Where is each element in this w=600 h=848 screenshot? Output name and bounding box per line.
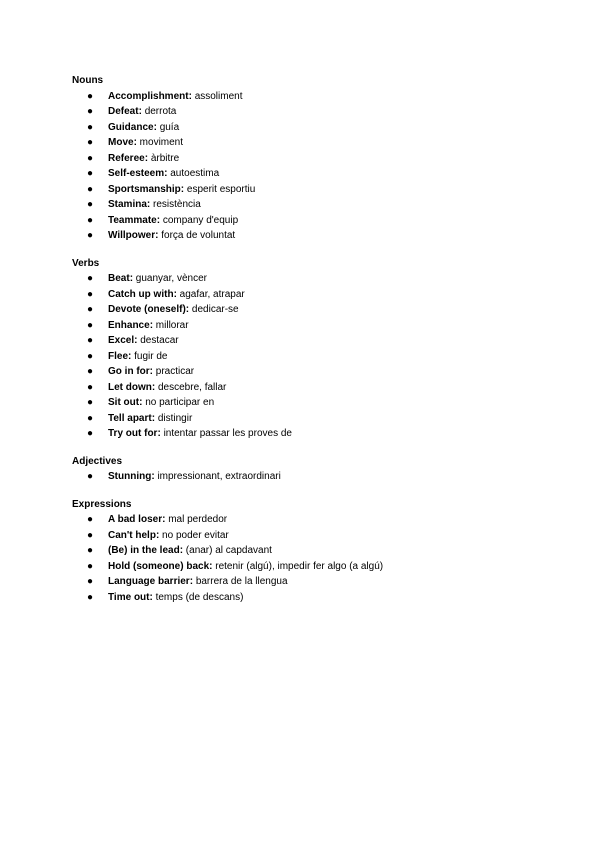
list-item xyxy=(72,151,532,167)
term-separator: : xyxy=(155,529,163,541)
bullet-icon: ● xyxy=(87,381,94,393)
term-separator: : xyxy=(151,412,158,424)
definition: autoestima xyxy=(170,168,220,179)
term: Stamina xyxy=(108,199,147,210)
definition: guanyar, vèncer xyxy=(135,273,207,284)
list-item xyxy=(72,426,532,442)
term-separator: : xyxy=(149,366,156,377)
term: Can't help xyxy=(108,529,156,541)
list-item xyxy=(72,333,532,349)
section-verbs xyxy=(72,256,532,442)
list-item xyxy=(72,302,532,318)
term-separator: : xyxy=(155,230,162,241)
definition: moviment xyxy=(139,137,184,148)
bullet-icon: ● xyxy=(87,183,94,195)
term-separator: : xyxy=(173,288,180,300)
bullet-icon: ● xyxy=(87,152,94,164)
list-item xyxy=(72,135,532,151)
vocabulary-list xyxy=(72,73,532,617)
list-item xyxy=(72,395,532,411)
bullet-icon: ● xyxy=(87,428,94,439)
term: A bad loser xyxy=(108,514,163,525)
term-separator: : xyxy=(156,214,163,226)
list-item xyxy=(72,89,532,105)
term-separator: : xyxy=(153,121,160,133)
section-title: Expressions xyxy=(72,498,132,510)
term-separator: : xyxy=(157,428,164,439)
list-item xyxy=(72,590,532,606)
term-separator: : xyxy=(149,591,156,603)
definition: mal perdedor xyxy=(168,514,228,525)
term-separator: : xyxy=(128,350,135,362)
bullet-icon: ● xyxy=(87,560,94,572)
term: Flee xyxy=(108,350,129,362)
term-separator: : xyxy=(133,137,140,148)
term-separator: : xyxy=(138,106,145,117)
definition: descebre, fallar xyxy=(158,381,227,393)
list-item xyxy=(72,287,532,303)
bullet-icon: ● xyxy=(87,304,94,315)
definition: esperit esportiu xyxy=(186,183,256,195)
bullet-icon: ● xyxy=(87,273,94,284)
list-item xyxy=(72,213,532,229)
list-item xyxy=(72,559,532,575)
definition: resistència xyxy=(153,199,201,210)
term: Hold (someone) back xyxy=(108,560,210,572)
term-separator: : xyxy=(188,90,195,102)
term-separator: : xyxy=(179,545,186,556)
list-item xyxy=(72,380,532,396)
term: Enhance xyxy=(108,319,150,331)
definition: fugir de xyxy=(134,350,168,362)
term: Devote (oneself) xyxy=(108,304,186,315)
definition: barrera de la llengua xyxy=(195,576,288,587)
list-item xyxy=(72,197,532,213)
term: Catch up with xyxy=(108,288,174,300)
list-item xyxy=(72,364,532,380)
term: (Be) in the lead xyxy=(108,545,180,556)
bullet-icon: ● xyxy=(87,137,94,148)
bullet-icon: ● xyxy=(87,230,94,241)
term: Try out for xyxy=(108,428,158,439)
term: Accomplishment xyxy=(108,90,189,102)
list-item xyxy=(72,349,532,365)
definition: (anar) al capdavant xyxy=(185,545,272,556)
list-item xyxy=(72,574,532,590)
term: Referee xyxy=(108,152,145,164)
term: Willpower xyxy=(108,230,156,241)
list-item xyxy=(72,120,532,136)
definition: àrbitre xyxy=(150,152,180,164)
definition: distingir xyxy=(157,412,193,424)
term-separator: : xyxy=(151,471,158,482)
list-item xyxy=(72,512,532,528)
term-separator: : xyxy=(209,560,216,572)
section-adjectives xyxy=(72,454,532,485)
bullet-icon: ● xyxy=(87,335,94,346)
term-list xyxy=(72,271,532,442)
term-list xyxy=(72,512,532,605)
list-item xyxy=(72,469,532,485)
term: Move xyxy=(108,137,134,148)
list-item xyxy=(72,318,532,334)
definition: força de voluntat xyxy=(161,230,236,241)
definition: millorar xyxy=(155,319,189,331)
list-item xyxy=(72,543,532,559)
bullet-icon: ● xyxy=(87,106,94,117)
term-separator: : xyxy=(149,319,156,331)
definition: guía xyxy=(159,121,180,133)
term-separator: : xyxy=(144,152,151,164)
list-item xyxy=(72,528,532,544)
term: Language barrier xyxy=(108,576,190,587)
definition: assoliment xyxy=(194,90,243,102)
term-separator: : xyxy=(189,576,196,587)
section-title: Verbs xyxy=(72,257,100,269)
bullet-icon: ● xyxy=(87,545,94,556)
list-item xyxy=(72,182,532,198)
term: Go in for xyxy=(108,366,150,377)
term: Defeat xyxy=(108,106,139,117)
list-item xyxy=(72,411,532,427)
term: Sit out xyxy=(108,397,140,408)
definition: practicar xyxy=(155,366,195,377)
term: Time out xyxy=(108,591,150,603)
term: Sportsmanship xyxy=(108,183,181,195)
term-list xyxy=(72,469,532,485)
bullet-icon: ● xyxy=(87,214,94,226)
term-separator: : xyxy=(185,304,192,315)
term: Beat xyxy=(108,273,130,284)
bullet-icon: ● xyxy=(87,319,94,331)
term: Self-esteem xyxy=(108,168,165,179)
bullet-icon: ● xyxy=(87,529,94,541)
term: Teammate xyxy=(108,214,157,226)
bullet-icon: ● xyxy=(87,350,94,362)
bullet-icon: ● xyxy=(87,591,94,603)
term: Tell apart xyxy=(108,412,152,424)
list-item xyxy=(72,271,532,287)
term-list xyxy=(72,89,532,244)
term-separator: : xyxy=(139,397,146,408)
term-separator: : xyxy=(146,199,154,210)
section-nouns xyxy=(72,73,532,244)
term-separator: : xyxy=(164,168,171,179)
term: Guidance xyxy=(108,121,154,133)
definition: company d'equip xyxy=(162,214,239,226)
list-item xyxy=(72,228,532,244)
definition: no participar en xyxy=(145,397,215,408)
bullet-icon: ● xyxy=(87,514,94,525)
section-expressions xyxy=(72,497,532,606)
term-separator: : xyxy=(151,381,158,393)
term-separator: : xyxy=(180,183,187,195)
definition: derrota xyxy=(144,106,177,117)
term: Let down xyxy=(108,381,152,393)
list-item xyxy=(72,104,532,120)
definition: no poder evitar xyxy=(162,529,229,541)
definition: destacar xyxy=(140,335,179,346)
term-separator: : xyxy=(134,335,141,346)
definition: temps (de descans) xyxy=(155,591,244,603)
term: Excel xyxy=(108,335,135,346)
term: Stunning xyxy=(108,471,152,482)
bullet-icon: ● xyxy=(87,366,94,377)
bullet-icon: ● xyxy=(87,288,94,300)
term-separator: : xyxy=(129,273,136,284)
bullet-icon: ● xyxy=(87,397,94,408)
bullet-icon: ● xyxy=(87,168,94,179)
section-title: Nouns xyxy=(72,75,104,86)
bullet-icon: ● xyxy=(87,471,94,482)
term-separator: : xyxy=(162,514,169,525)
definition: retenir (algú), impedir fer algo (a algú) xyxy=(215,560,384,572)
bullet-icon: ● xyxy=(87,90,94,102)
definition: agafar, atrapar xyxy=(179,288,245,300)
section-title: Adjectives xyxy=(72,455,123,467)
bullet-icon: ● xyxy=(87,576,94,587)
bullet-icon: ● xyxy=(87,412,94,424)
definition: impressionant, extraordinari xyxy=(157,471,281,482)
definition: dedicar-se xyxy=(191,304,239,315)
bullet-icon: ● xyxy=(87,199,94,210)
definition: intentar passar les proves de xyxy=(163,428,292,439)
list-item xyxy=(72,166,532,182)
bullet-icon: ● xyxy=(87,121,94,133)
